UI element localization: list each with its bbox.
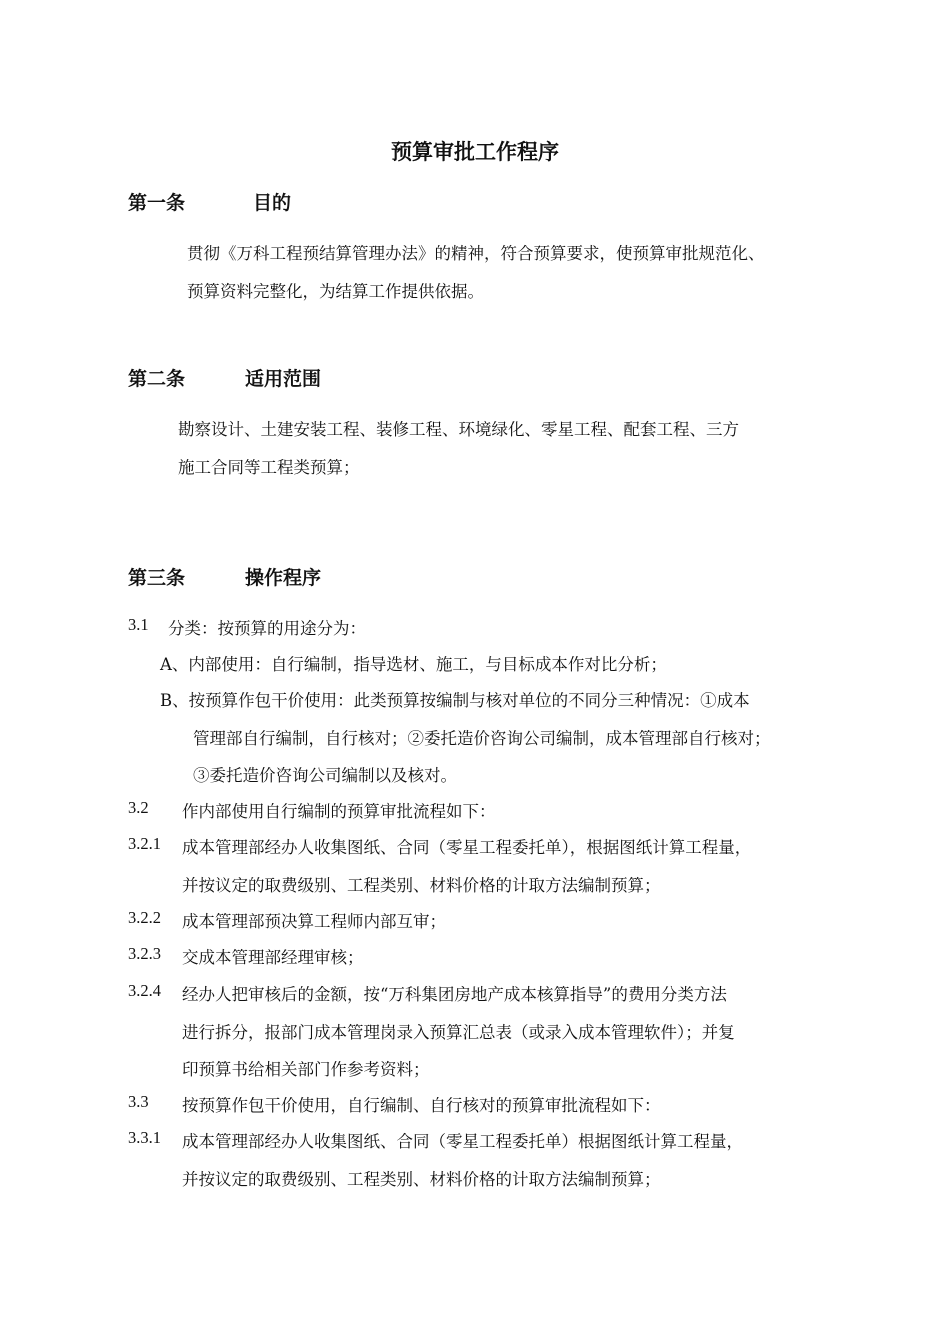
- article-1-line-1: 贯彻《万科工程预结算管理办法》的精神，符合预算要求，使预算审批规范化、: [187, 244, 765, 263]
- clause-3-3-1-line-1: 成本管理部经办人收集图纸、合同（零星工程委托单）根据图纸计算工程量，: [182, 1132, 743, 1151]
- article-2-heading: 适用范围: [245, 368, 322, 390]
- clause-3-2-2-number: 3.2.2: [128, 908, 161, 927]
- article-3-number: 第三条: [128, 567, 186, 589]
- clause-3-2-4-line-2: 进行拆分，报部门成本管理岗录入预算汇总表（或录入成本管理软件）；并复: [182, 1023, 735, 1042]
- clause-3-1-number: 3.1: [128, 615, 149, 634]
- clause-3-3-1-number: 3.3.1: [128, 1128, 161, 1147]
- article-1-number: 第一条: [128, 192, 186, 214]
- clause-a-text: A、内部使用：自行编制，指导选材、施工，与目标成本作对比分析；: [160, 655, 667, 674]
- clause-3-1-text: 分类：按预算的用途分为：: [168, 619, 366, 638]
- clause-3-2-1-line-1: 成本管理部经办人收集图纸、合同（零星工程委托单），根据图纸计算工程量，: [182, 838, 752, 857]
- clause-3-3-text: 按预算作包干价使用，自行编制、自行核对的预算审批流程如下：: [182, 1096, 661, 1115]
- clause-3-2-2-text: 成本管理部预决算工程师内部互审；: [182, 912, 446, 931]
- article-1-heading: 目的: [253, 192, 292, 214]
- clause-3-2-4-number: 3.2.4: [128, 981, 161, 1000]
- clause-b-line-1: B、按预算作包干价使用：此类预算按编制与核对单位的不同分三种情况：①成本: [160, 691, 750, 710]
- clause-3-2-4-line-3: 印预算书给相关部门作参考资料；: [182, 1060, 430, 1079]
- page-title: 预算审批工作程序: [391, 140, 559, 164]
- article-2-line-1: 勘察设计、土建安装工程、装修工程、环境绿化、零星工程、配套工程、三方: [178, 420, 739, 439]
- clause-3-3-number: 3.3: [128, 1092, 149, 1111]
- clause-3-2-text: 作内部使用自行编制的预算审批流程如下：: [182, 802, 496, 821]
- clause-3-2-3-text: 交成本管理部经理审核；: [182, 948, 364, 967]
- clause-b-line-3: ③委托造价咨询公司编制以及核对。: [193, 766, 457, 785]
- clause-3-2-number: 3.2: [128, 798, 149, 817]
- clause-3-2-3-number: 3.2.3: [128, 944, 161, 963]
- clause-b-line-2: 管理部自行编制，自行核对；②委托造价咨询公司编制，成本管理部自行核对；: [193, 729, 771, 748]
- article-3-heading: 操作程序: [245, 567, 322, 589]
- clause-3-2-1-line-2: 并按议定的取费级别、工程类别、材料价格的计取方法编制预算；: [182, 876, 661, 895]
- article-2-number: 第二条: [128, 368, 186, 390]
- clause-3-2-4-line-1: 经办人把审核后的金额，按“万科集团房地产成本核算指导”的费用分类方法: [182, 985, 727, 1004]
- article-1-line-2: 预算资料完整化，为结算工作提供依据。: [187, 282, 484, 301]
- article-2-line-2: 施工合同等工程类预算；: [178, 458, 360, 477]
- clause-3-2-1-number: 3.2.1: [128, 834, 161, 853]
- clause-3-3-1-line-2: 并按议定的取费级别、工程类别、材料价格的计取方法编制预算；: [182, 1170, 661, 1189]
